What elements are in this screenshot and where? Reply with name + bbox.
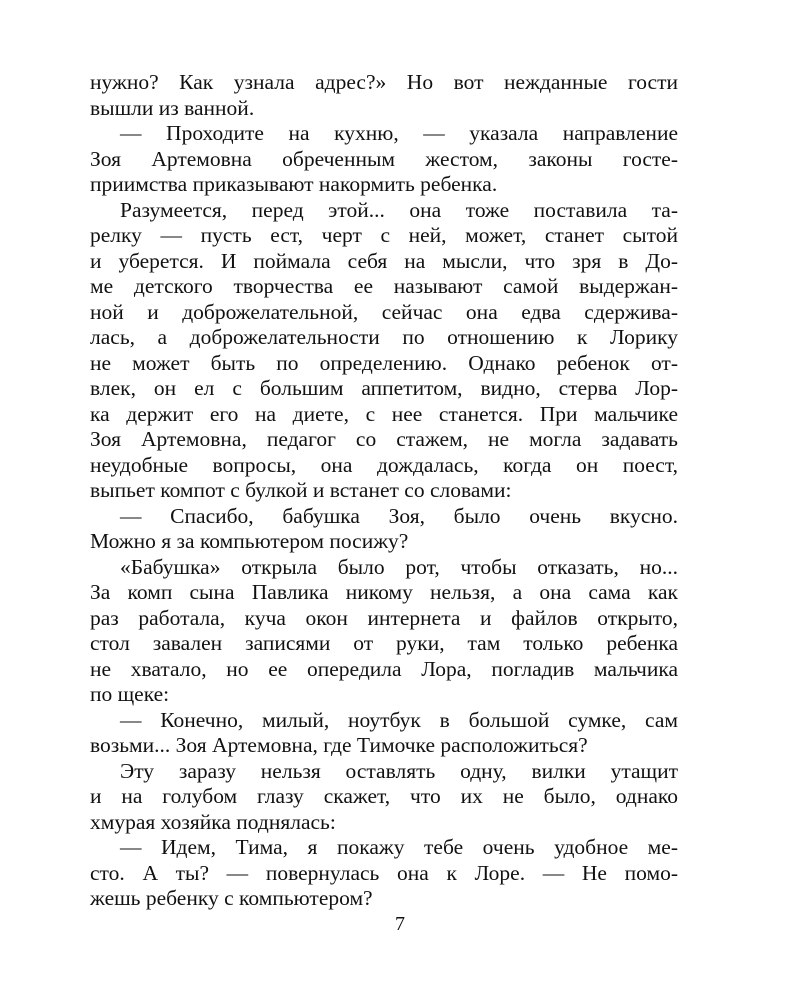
text-line: и на голубом глазу скажет, что их не было, однако: [90, 784, 678, 808]
text-line: возьми... Зоя Артемовна, где Тимочке расположиться?: [90, 733, 588, 757]
text-line: — Спасибо, бабушка Зоя, было очень вкусно.: [120, 503, 678, 528]
text-line: Разумеется, перед этой... она тоже поставила та-: [120, 197, 678, 222]
text-line: по щеке:: [90, 682, 170, 706]
text-line: — Проходите на кухню, — указала направление: [120, 121, 678, 145]
text-line: ной и доброжелательной, сейчас она едва сдержива-: [90, 299, 678, 324]
text-line: — Конечно, милый, ноутбук в большой сумке, сам: [120, 707, 678, 732]
text-line: жешь ребенку с компьютером?: [90, 886, 373, 910]
text-line: вышли из ванной.: [90, 95, 255, 120]
text-line: Можно я за компьютером посижу?: [90, 529, 409, 553]
text-line: релку — пусть ест, черт с ней, может, станет сытой: [90, 223, 678, 247]
text-line: Зоя Артемовна, педагог со стажем, не могла задавать: [90, 427, 678, 451]
text-line: Зоя Артемовна обреченным жестом, законы госте-: [90, 146, 678, 171]
text-line: — Идем, Тима, я покажу тебе очень удобное ме-: [120, 835, 678, 859]
text-line: не может быть по определению. Однако ребенок от-: [90, 350, 678, 375]
text-line: ка держит его на диете, с нее станется. При мальчике: [90, 401, 678, 426]
text-line: раз работала, куча окон интернета и файлов открыто,: [90, 605, 678, 630]
text-line: «Бабушка» открыла было рот, чтобы отказать, но...: [120, 554, 678, 579]
text-line: ме детского творчества ее называют самой выдержан-: [90, 274, 678, 298]
text-line: нужно? Как узнала адрес?» Но вот нежданные гости: [90, 70, 678, 94]
text-line: влек, он ел с большим аппетитом, видно, стерва Лор-: [90, 376, 678, 400]
text-line: За комп сына Павлика никому нельзя, а она сама как: [90, 580, 678, 604]
text-line: стол завален записями от руки, там только ребенка: [90, 631, 678, 655]
text-line: хмурая хозяйка поднялась:: [90, 809, 336, 834]
text-line: выпьет компот с булкой и встанет со словами:: [90, 478, 512, 502]
text-line: Эту заразу нельзя оставлять одну, вилки утащит: [120, 758, 678, 783]
page-text-body: [90, 70, 678, 912]
text-line: сто. А ты? — повернулась она к Лоре. — Не помо-: [90, 860, 678, 885]
page-number: 7: [395, 913, 405, 935]
text-line: не хватало, но ее опередила Лора, погладив мальчика: [90, 656, 678, 681]
text-line: неудобные вопросы, она дождалась, когда он поест,: [90, 452, 678, 477]
text-line: лась, а доброжелательности по отношению к Лорику: [90, 325, 678, 349]
text-line: и уберется. И поймала себя на мысли, что зря в До-: [90, 248, 678, 273]
text-line: приимства приказывают накормить ребенка.: [90, 172, 498, 196]
